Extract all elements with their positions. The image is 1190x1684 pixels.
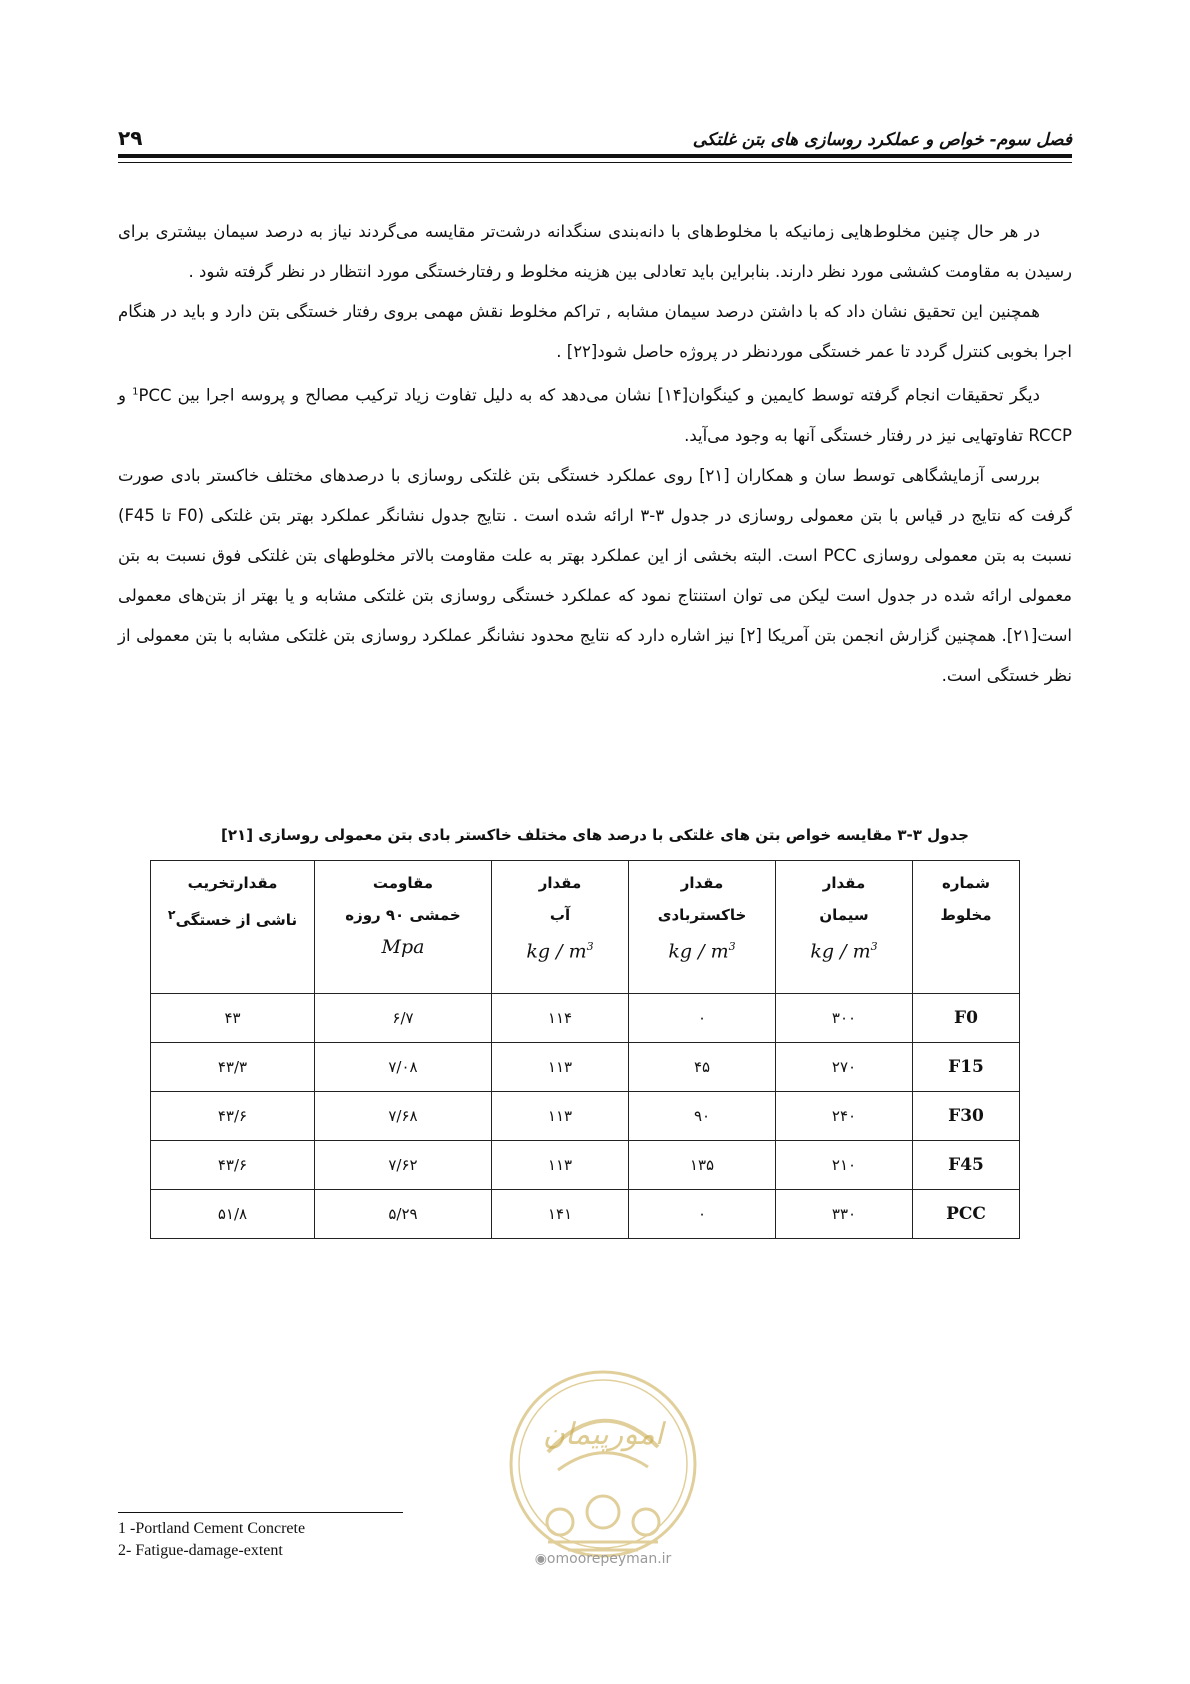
paragraph-2: همچنین این تحقیق نشان داد که با داشتن درصد سیمان مشابه , تراکم مخلوط نقش مهمی بروی رفتار خستگی بتن دارد و باید در هنگام اجرا بخوبی کنترل گردد تا عمر خستگی موردنظر در پروژه حاصل شود[۲۲] . xyxy=(118,302,1072,361)
cell-water: ۱۱۳ xyxy=(492,1092,629,1141)
cell-strength: ۵/۲۹ xyxy=(315,1190,492,1239)
table-header-row xyxy=(151,861,1020,994)
running-title: فصل سوم- خواص و عملکرد روسازی های بتن غلتکی xyxy=(692,130,1072,150)
cell-mix: F30 xyxy=(913,1092,1020,1141)
cell-mix: F0 xyxy=(913,994,1020,1043)
page-header xyxy=(118,120,1072,150)
logo-text: امورپیمان xyxy=(542,1417,664,1452)
cell-water: ۱۱۳ xyxy=(492,1043,629,1092)
unit-mpa: Mpa xyxy=(381,936,425,958)
cell-ash: ۰ xyxy=(629,994,776,1043)
table-row xyxy=(151,1141,1020,1190)
cell-damage: ۵۱/۸ xyxy=(151,1190,315,1239)
unit-cement: kg / $m^3$ xyxy=(810,940,878,963)
cell-strength: ۷/۰۸ xyxy=(315,1043,492,1092)
cell-damage: ۴۳/۳ xyxy=(151,1043,315,1092)
header-mix-number: شماره مخلوط xyxy=(913,861,1020,994)
footnote-ref-2: ۲ xyxy=(167,907,176,922)
paragraph-3-start: دیگر تحقیقات انجام گرفته توسط کایمین و کینگوان[۱۴] نشان می‌دهد که به دلیل تفاوت زیاد ترکیب مصالح و پروسه اجرا بین xyxy=(171,385,1040,405)
table-row xyxy=(151,994,1020,1043)
cell-strength: ۶/۷ xyxy=(315,994,492,1043)
pcc-term xyxy=(132,386,171,405)
paragraph-3-end: و RCCP تفاوتهایی نیز در رفتار خستگی آنها به وجود می‌آید. xyxy=(118,385,1072,445)
header-rule-thin xyxy=(118,162,1072,163)
footnote-2: 2- Fatigue-damage-extent xyxy=(118,1542,283,1559)
paragraph-3 xyxy=(118,372,1072,456)
header-fly-ash: مقدار خاکستربادی kg / $m^3$ xyxy=(629,861,776,994)
footnote-1: 1 -Portland Cement Concrete xyxy=(118,1520,306,1537)
cell-cement: ۲۱۰ xyxy=(776,1141,913,1190)
header-rule-thick xyxy=(118,154,1072,158)
table-row xyxy=(151,1190,1020,1239)
watermark-url: ◉omoorepeyman.ir xyxy=(534,1551,672,1567)
page-number: ۲۹ xyxy=(118,126,143,150)
table-row xyxy=(151,1092,1020,1141)
cell-water: ۱۱۴ xyxy=(492,994,629,1043)
paragraph-4: بررسی آزمایشگاهی توسط سان و همکاران [۲۱] روی عملکرد خستگی بتن غلتکی روسازی با درصدهای مختلف خاکستر بادی صورت گرفت که نتایج در قیاس با بتن معمولی روسازی در جدول ۳-۳ ارائه شده است . نتایج جدول نشانگر عملکرد بهتر بتن غلتکی (F0 تا F45) نسبت به بتن معمولی روسازی PCC است. البته بخشی از این عملکرد بهتر به علت مقاومت بالاتر مخلوطهای بتن غلتکی فوق نسبت به بتن معمولی ارائه شده در جدول است لیکن می توان استنتاج نمود که عملکرد خستگی روسازی بتن غلتکی مشابه و یا بهتر از بتن‌های معمولی است[۲۱]. همچنین گزارش انجمن بتن آمریکا [۲] نیز اشاره دارد که نتایج محدود نشانگر عملکرد روسازی بتن غلتکی مشابه با بتن معمولی از نظر خستگی است. xyxy=(118,465,1072,685)
watermark-logo xyxy=(488,1352,718,1582)
cell-damage: ۴۳/۶ xyxy=(151,1141,315,1190)
cell-damage: ۴۳/۶ xyxy=(151,1092,315,1141)
cell-ash: ۹۰ xyxy=(629,1092,776,1141)
header-fatigue-damage: مقدارتخریب ناشی از خستگی$^۲$ xyxy=(151,861,315,994)
cell-cement: ۳۳۰ xyxy=(776,1190,913,1239)
cell-damage: ۴۳ xyxy=(151,994,315,1043)
pcc-label: PCC xyxy=(138,385,172,405)
header-flexural-strength: مقاومت خمشی ۹۰ روزه Mpa xyxy=(315,861,492,994)
body-text xyxy=(118,212,1072,696)
paragraph-1: در هر حال چنین مخلوط‌هایی زمانیکه با مخلوط‌های با دانه‌بندی سنگدانه درشت‌تر مقایسه می‌گردند نیاز به درصد سیمان بیشتری برای رسیدن به مقاومت کششی مورد نظر دارند. بنابراین باید تعادلی بین هزینه مخلوط و رفتارخستگی مورد انتظار در نظر گرفته شود . xyxy=(118,222,1072,281)
header-water: مقدار آب kg / $m^3$ xyxy=(492,861,629,994)
cell-mix: PCC xyxy=(913,1190,1020,1239)
cell-strength: ۷/۶۲ xyxy=(315,1141,492,1190)
cell-cement: ۲۷۰ xyxy=(776,1043,913,1092)
cell-ash: ۰ xyxy=(629,1190,776,1239)
unit-ash: kg / $m^3$ xyxy=(668,940,736,963)
unit-water: kg / $m^3$ xyxy=(526,940,594,963)
comparison-table xyxy=(150,860,1020,1239)
cell-water: ۱۴۱ xyxy=(492,1190,629,1239)
table-caption: جدول ۳-۳ مقایسه خواص بتن های غلتکی با درصد های مختلف خاکستر بادی بتن معمولی روسازی [۲۱] xyxy=(221,826,969,844)
footnote-ref-1: 1 xyxy=(132,386,139,397)
cell-water: ۱۱۳ xyxy=(492,1141,629,1190)
cell-mix: F45 xyxy=(913,1141,1020,1190)
cell-cement: ۲۴۰ xyxy=(776,1092,913,1141)
cell-ash: ۴۵ xyxy=(629,1043,776,1092)
cell-strength: ۷/۶۸ xyxy=(315,1092,492,1141)
header-cement: مقدار سیمان kg / $m^3$ xyxy=(776,861,913,994)
cell-mix: F15 xyxy=(913,1043,1020,1092)
table-row xyxy=(151,1043,1020,1092)
cell-ash: ۱۳۵ xyxy=(629,1141,776,1190)
footnotes xyxy=(118,1518,305,1562)
footnote-rule xyxy=(118,1512,403,1513)
cell-cement: ۳۰۰ xyxy=(776,994,913,1043)
globe-icon: ◉ xyxy=(534,1551,547,1567)
